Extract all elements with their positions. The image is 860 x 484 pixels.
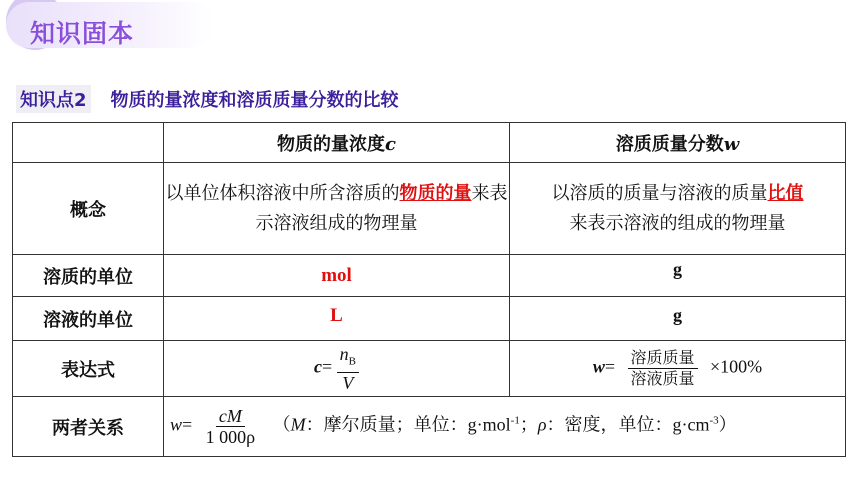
concept-molarity-text-tail: 来表示溶液组成的物理量 <box>255 182 508 234</box>
expr-molarity-num-subscript: B <box>348 355 356 368</box>
solution-unit-mass-fraction <box>510 297 846 341</box>
relation-eq: = <box>182 414 193 435</box>
solution-unit-molarity-value: L <box>330 305 343 326</box>
expr-molarity-num-symbol: n <box>339 344 349 365</box>
relation-note-close: ） <box>718 414 737 435</box>
table-row-concept <box>13 163 846 255</box>
relation-rho-exp: -3 <box>709 414 719 427</box>
relation-M-symbol: M <box>290 414 306 435</box>
expr-molarity-numerator <box>337 344 359 373</box>
solution-unit-mass-fraction-value: g <box>673 305 682 325</box>
solute-unit-molarity-value: mol <box>321 264 352 286</box>
table-row-solution-unit <box>13 297 846 341</box>
expr-mass-fraction-fraction <box>628 348 698 389</box>
expr-molarity-fraction <box>337 344 359 393</box>
solute-unit-mass-fraction <box>510 255 846 297</box>
table-row-expression <box>13 341 846 397</box>
empty-corner-cell <box>13 123 164 163</box>
solute-unit-mass-fraction-value: g <box>673 259 682 279</box>
row-label-solution-unit: 溶液的单位 <box>13 297 164 341</box>
col-header-mass-fraction <box>510 123 846 163</box>
relation-rho-symbol: ρ <box>537 414 547 435</box>
header-title: 知识固本 <box>30 19 135 48</box>
relation-M-unit: g·mol <box>467 414 511 435</box>
relation-formula-cell <box>164 397 846 457</box>
relation-fraction <box>203 406 258 447</box>
concept-mass-fraction-highlight: 比值 <box>767 182 804 204</box>
col-header-molarity-label: 物质的量浓度 <box>277 133 386 155</box>
concept-molarity-highlight: 物质的量 <box>399 182 472 204</box>
table-header-row <box>13 123 846 163</box>
row-label-relation: 两者关系 <box>13 397 164 457</box>
relation-note-open: （ <box>272 414 291 435</box>
relation-rho-unit: g·cm <box>672 414 710 435</box>
expression-molarity-formula <box>164 341 510 397</box>
expression-mass-fraction-formula <box>510 341 846 397</box>
expr-molarity-denominator: V <box>342 372 354 393</box>
row-label-expression: 表达式 <box>13 341 164 397</box>
relation-sep: ； <box>519 414 538 435</box>
relation-denominator: 1 000ρ <box>205 427 256 447</box>
expr-mass-fraction-percent: ×100% <box>710 356 763 377</box>
table-row-solute-unit <box>13 255 846 297</box>
col-header-mass-fraction-var: w <box>723 133 740 155</box>
relation-numerator: cM <box>216 406 245 427</box>
concept-mass-fraction-text: 以溶质的质量与溶液的质量 <box>551 182 768 204</box>
col-header-molarity <box>164 123 510 163</box>
relation-M-exp: -1 <box>510 414 520 427</box>
expr-mass-fraction-lhs: w <box>592 356 605 377</box>
section-heading <box>16 85 399 113</box>
concept-mass-fraction-text-tail: 来表示溶液的组成的物理量 <box>569 212 786 234</box>
solution-unit-molarity <box>164 297 510 341</box>
row-label-concept: 概念 <box>13 163 164 255</box>
solute-unit-molarity <box>164 255 510 297</box>
concept-molarity-text: 以单位体积溶液中所含溶质的 <box>165 182 400 204</box>
section-label: 知识点2 <box>16 85 91 113</box>
expr-mass-fraction-eq: = <box>604 356 615 377</box>
expr-molarity-eq: = <box>322 356 333 377</box>
relation-lhs: w <box>170 414 183 435</box>
expr-mass-fraction-numerator: 溶质质量 <box>628 348 698 369</box>
expr-molarity-lhs: c <box>314 356 322 377</box>
concept-mass-fraction-cell <box>510 163 846 255</box>
comparison-table <box>12 122 846 457</box>
relation-rho-desc: ：密度，单位： <box>546 414 673 436</box>
expr-mass-fraction-denominator: 溶液质量 <box>630 369 695 388</box>
relation-M-desc: ：摩尔质量；单位： <box>305 414 468 436</box>
col-header-mass-fraction-label: 溶质质量分数 <box>615 133 724 155</box>
row-label-solute-unit: 溶质的单位 <box>13 255 164 297</box>
col-header-molarity-var: c <box>385 133 396 155</box>
table-row-relation <box>13 397 846 457</box>
header-banner <box>6 2 214 48</box>
section-title: 物质的量浓度和溶质质量分数的比较 <box>110 90 399 111</box>
concept-molarity-cell <box>164 163 510 255</box>
